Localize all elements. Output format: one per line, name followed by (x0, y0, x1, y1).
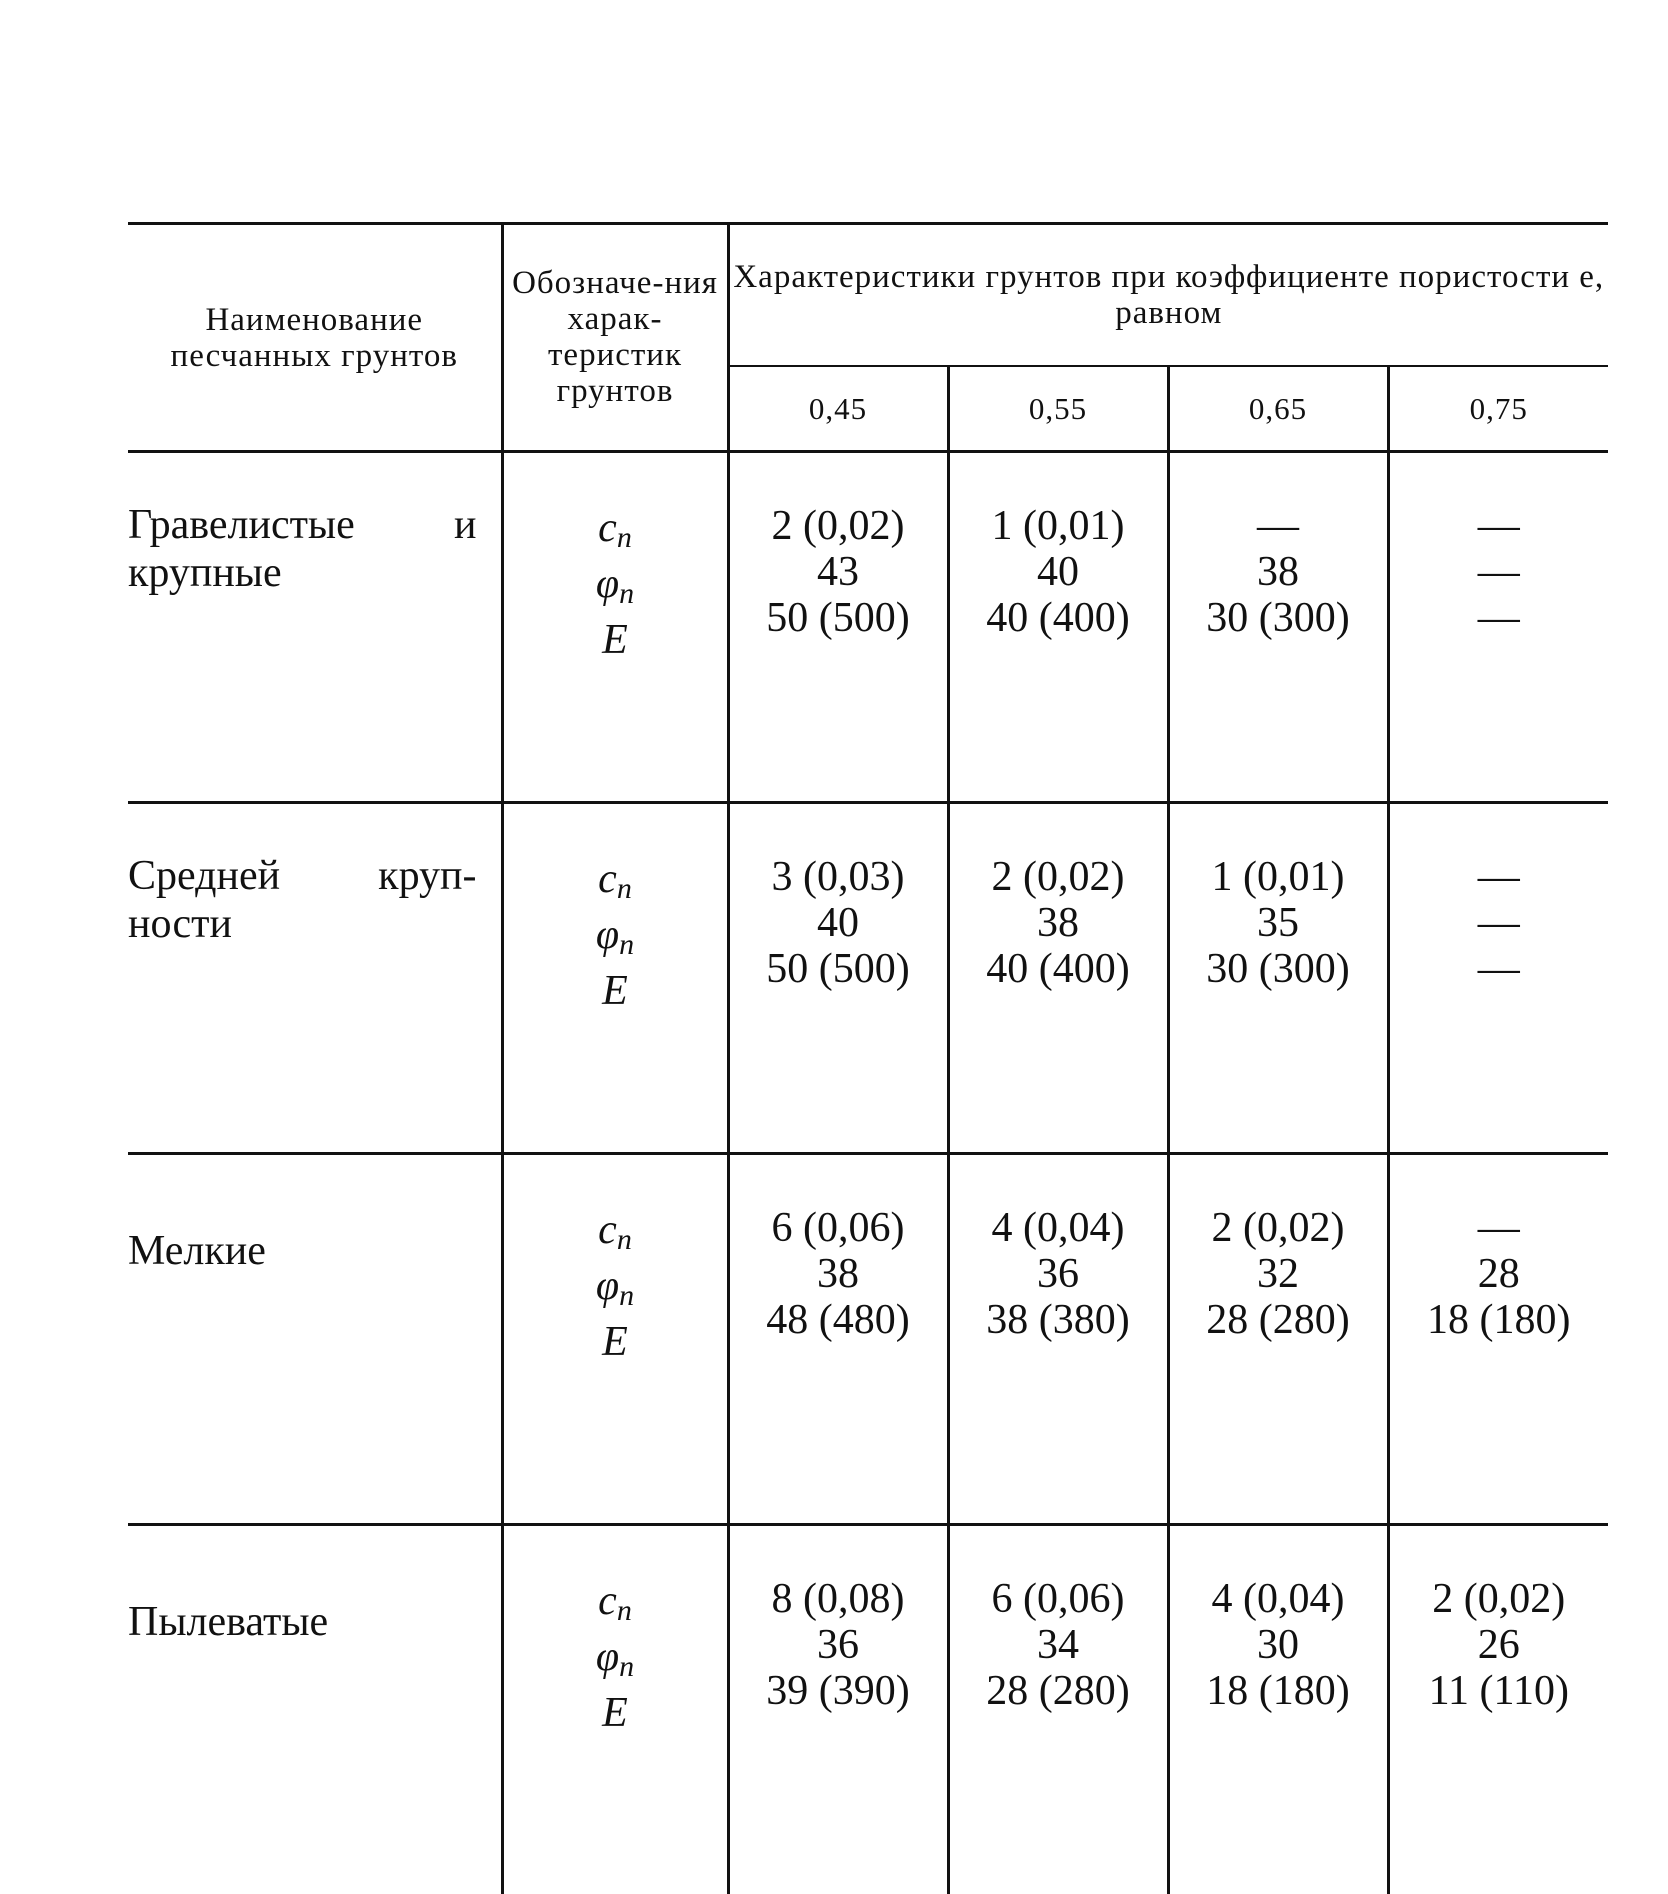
soil-name: Средней круп-ности (128, 803, 502, 1154)
value-c: 1 (0,01) (1170, 854, 1387, 900)
value-e: 18 (180) (1390, 1297, 1609, 1343)
symbol-phi: $\varphi_n$ (504, 1634, 727, 1690)
value-e: — (1390, 946, 1609, 992)
value-e: 30 (300) (1170, 595, 1387, 641)
value-phi: 38 (730, 1251, 947, 1297)
value-c: 6 (0,06) (730, 1205, 947, 1251)
symbol-phi: $\varphi_n$ (504, 561, 727, 617)
value-phi: 35 (1170, 900, 1387, 946)
symbol-cell (502, 452, 728, 803)
value-cell (1168, 803, 1388, 1154)
soil-characteristics-table-wrap (128, 222, 1608, 1894)
value-c: — (1390, 854, 1609, 900)
value-cell (1168, 1154, 1388, 1525)
value-cell (728, 452, 948, 803)
value-phi: 40 (730, 900, 947, 946)
soil-name: Гравелистые и крупные (128, 452, 502, 803)
header-row-top (128, 224, 1608, 367)
header-e-2: 0,65 (1168, 366, 1388, 452)
symbol-phi: $\varphi_n$ (504, 912, 727, 968)
table-row (128, 452, 1608, 803)
soil-name: Пылеватые (128, 1525, 502, 1894)
symbol-c: $c_n$ (504, 1207, 727, 1263)
value-cell (1388, 452, 1608, 803)
soil-characteristics-table (128, 222, 1608, 1894)
value-cell (948, 452, 1168, 803)
header-e-3: 0,75 (1388, 366, 1608, 452)
value-phi: — (1390, 900, 1609, 946)
header-soil-name: Наименование песчанных грунтов (128, 224, 502, 452)
table-row (128, 803, 1608, 1154)
value-e: 50 (500) (730, 595, 947, 641)
symbol-cell (502, 803, 728, 1154)
soil-name: Мелкие (128, 1154, 502, 1525)
value-e: 40 (400) (950, 946, 1167, 992)
value-c: 2 (0,02) (1170, 1205, 1387, 1251)
symbol-c: $c_n$ (504, 505, 727, 561)
symbol-c: $c_n$ (504, 856, 727, 912)
value-e: 30 (300) (1170, 946, 1387, 992)
value-e: — (1390, 595, 1609, 641)
value-cell (728, 1154, 948, 1525)
header-e-0: 0,45 (728, 366, 948, 452)
symbol-e-modulus: E (504, 968, 727, 1014)
table-row (128, 1154, 1608, 1525)
symbol-cell (502, 1154, 728, 1525)
value-phi: — (1390, 549, 1609, 595)
value-e: 28 (280) (1170, 1297, 1387, 1343)
value-c: 2 (0,02) (1390, 1576, 1609, 1622)
value-cell (948, 1525, 1168, 1894)
value-e: 28 (280) (950, 1668, 1167, 1714)
value-c: 4 (0,04) (1170, 1576, 1387, 1622)
value-cell (1388, 803, 1608, 1154)
header-e-1: 0,55 (948, 366, 1168, 452)
value-phi: 40 (950, 549, 1167, 595)
value-cell (728, 1525, 948, 1894)
value-c: 8 (0,08) (730, 1576, 947, 1622)
value-c: 2 (0,02) (950, 854, 1167, 900)
value-c: — (1170, 503, 1387, 549)
symbol-e-modulus: E (504, 617, 727, 663)
value-cell (1388, 1525, 1608, 1894)
value-e: 48 (480) (730, 1297, 947, 1343)
value-c: 3 (0,03) (730, 854, 947, 900)
value-cell (1168, 452, 1388, 803)
symbol-e-modulus: E (504, 1690, 727, 1736)
value-c: — (1390, 503, 1609, 549)
symbol-cell (502, 1525, 728, 1894)
value-phi: 34 (950, 1622, 1167, 1668)
value-cell (728, 803, 948, 1154)
value-e: 18 (180) (1170, 1668, 1387, 1714)
value-cell (948, 1154, 1168, 1525)
value-phi: 28 (1390, 1251, 1609, 1297)
value-e: 11 (110) (1390, 1668, 1609, 1714)
value-phi: 43 (730, 549, 947, 595)
value-phi: 26 (1390, 1622, 1609, 1668)
value-cell (1388, 1154, 1608, 1525)
value-e: 38 (380) (950, 1297, 1167, 1343)
value-phi: 36 (950, 1251, 1167, 1297)
value-c: 2 (0,02) (730, 503, 947, 549)
symbol-e-modulus: E (504, 1319, 727, 1365)
value-c: 4 (0,04) (950, 1205, 1167, 1251)
value-phi: 38 (1170, 549, 1387, 595)
value-c: 6 (0,06) (950, 1576, 1167, 1622)
value-c: 1 (0,01) (950, 503, 1167, 549)
value-phi: 30 (1170, 1622, 1387, 1668)
symbol-phi: $\varphi_n$ (504, 1263, 727, 1319)
table-row (128, 1525, 1608, 1894)
table-body (128, 452, 1608, 1894)
value-cell (948, 803, 1168, 1154)
value-c: — (1390, 1205, 1609, 1251)
value-cell (1168, 1525, 1388, 1894)
header-porosity-group: Характеристики грунтов при коэффициенте пористости e, равном (728, 224, 1608, 367)
value-e: 40 (400) (950, 595, 1167, 641)
header-symbols: Обозначе-ния харак-теристик грунтов (502, 224, 728, 452)
value-e: 39 (390) (730, 1668, 947, 1714)
value-phi: 36 (730, 1622, 947, 1668)
symbol-c: $c_n$ (504, 1578, 727, 1634)
value-phi: 38 (950, 900, 1167, 946)
value-e: 50 (500) (730, 946, 947, 992)
value-phi: 32 (1170, 1251, 1387, 1297)
